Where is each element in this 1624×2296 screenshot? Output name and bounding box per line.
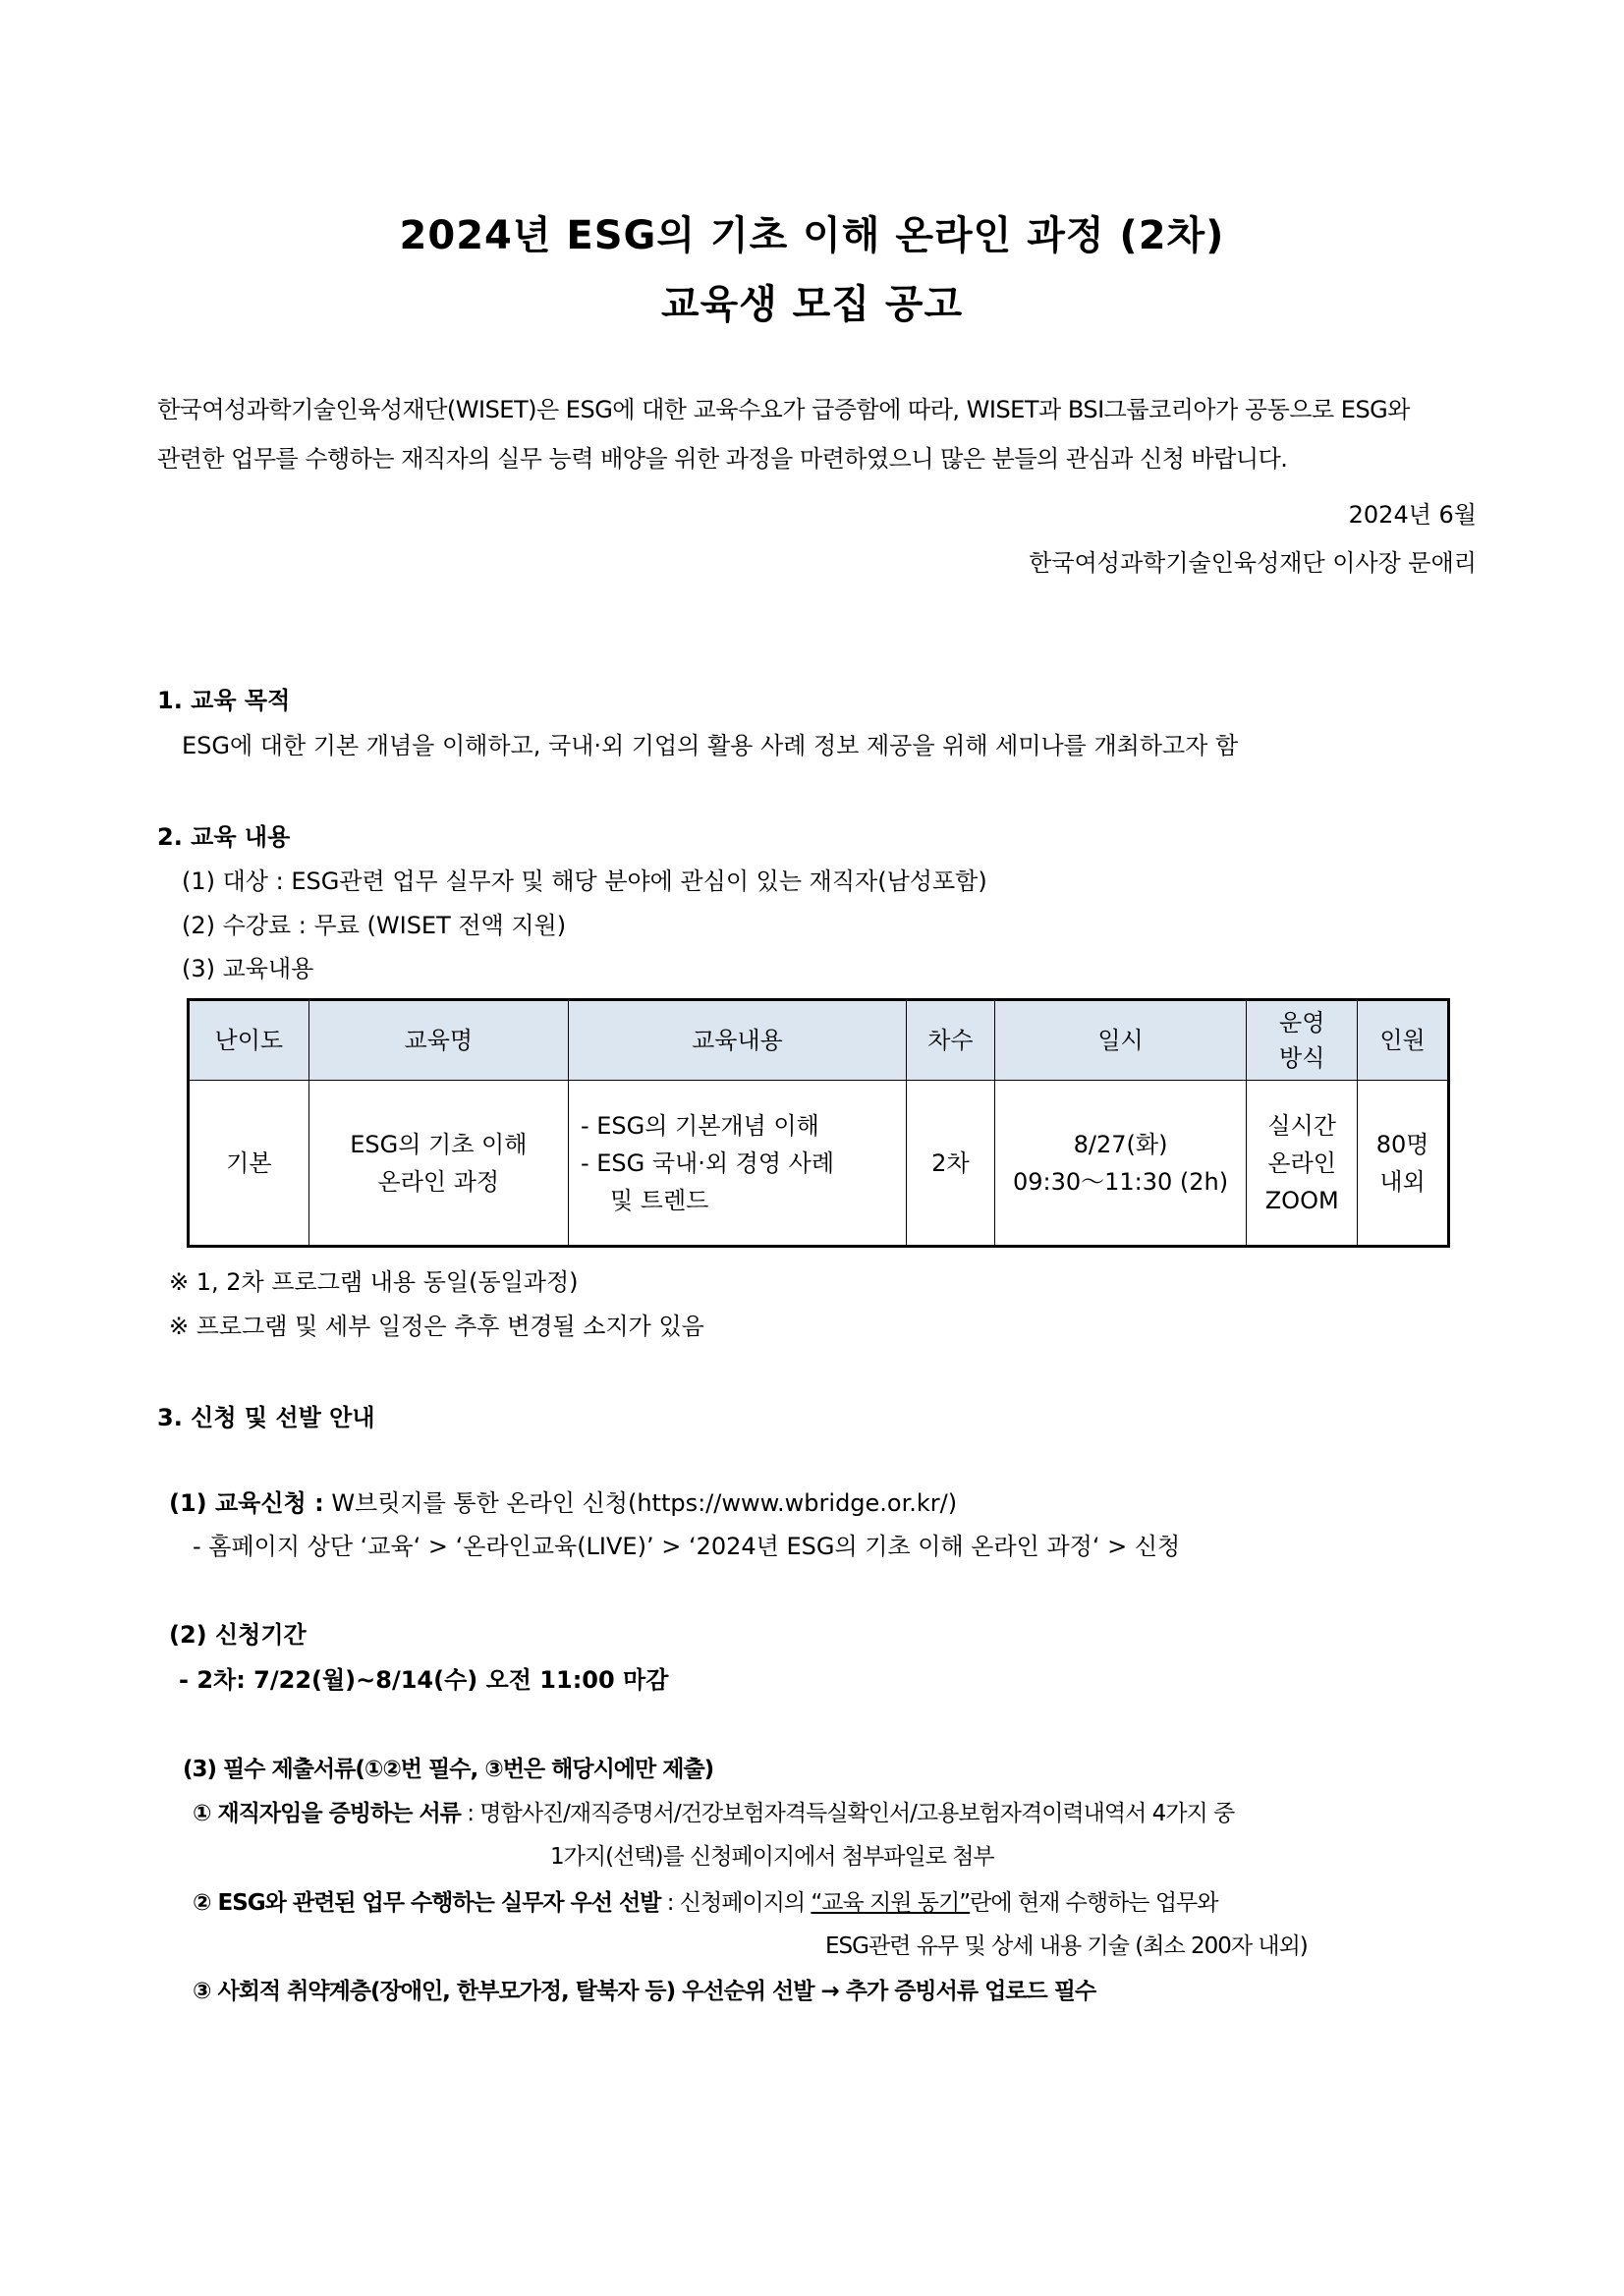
section-3-heading: 3. 신청 및 선발 안내 xyxy=(157,1404,375,1431)
section-1-heading: 1. 교육 목적 xyxy=(157,687,291,714)
doc-1-text-continued: 1가지(선택)를 신청페이지에서 첨부파일로 첨부 xyxy=(550,1844,994,1870)
apply-text: W브릿지를 통한 온라인 신청(https://www.wbridge.or.kr/) xyxy=(331,1489,958,1517)
doc-2-text-b: 란에 현재 수행하는 업무와 xyxy=(970,1890,1218,1916)
cell-line: 및 트렌드 xyxy=(609,1186,709,1214)
doc-1-label: ① 재직자임을 증빙하는 서류 xyxy=(193,1801,461,1826)
period-heading: (2) 신청기간 xyxy=(169,1621,307,1649)
section-2-item-target: (1) 대상 : ESG관련 업무 실무자 및 해당 분야에 관심이 있는 재직자(남성포함) xyxy=(182,868,987,895)
cell-line: ESG의 기초 이해 xyxy=(350,1130,528,1158)
doc-2-line xyxy=(193,1884,1218,1917)
docs-heading: (3) 필수 제출서류(①②번 필수, ③번은 해당시에만 제출) xyxy=(183,1757,714,1782)
cell-datetime xyxy=(994,1081,1246,1247)
header-method-line: 운영 xyxy=(1279,1009,1325,1036)
table-row xyxy=(189,1081,1449,1247)
cell-line: 온라인 과정 xyxy=(377,1167,500,1196)
cell-course-name xyxy=(308,1081,568,1247)
cell-line: ZOOM xyxy=(1264,1186,1339,1214)
intro-line: 관련한 업무를 수행하는 재직자의 실무 능력 배양을 위한 과정을 마련하였으니 많은 분들의 관심과 신청 바랍니다. xyxy=(157,445,1288,473)
doc-1-line xyxy=(193,1795,1234,1827)
header-course-content: 교육내용 xyxy=(568,1000,906,1081)
cell-method xyxy=(1247,1081,1358,1247)
header-method xyxy=(1247,1000,1358,1081)
header-level: 난이도 xyxy=(189,1000,309,1081)
page-title: 2024년 ESG의 기초 이해 온라인 과정 (2차) xyxy=(399,213,1225,258)
note-schedule-change: ※ 프로그램 및 세부 일정은 추후 변경될 소지가 있음 xyxy=(169,1313,704,1340)
announcement-date: 2024년 6월 xyxy=(1348,501,1477,529)
intro-line: 한국여성과학기술인육성재단(WISET)은 ESG에 대한 교육수요가 급증함에 따라, WISET과 BSI그룹코리아가 공동으로 ESG와 xyxy=(157,396,1410,423)
doc-3-line: ③ 사회적 취약계층(장애인, 한부모가정, 탈북자 등) 우선순위 선발 → 추가 증빙서류 업로드 필수 xyxy=(193,1979,1096,2004)
cell-line: - ESG 국내·외 경영 사례 xyxy=(580,1148,835,1177)
header-datetime: 일시 xyxy=(994,1000,1246,1081)
doc-2-text: : 신청페이지의 xyxy=(660,1890,812,1916)
header-round: 차수 xyxy=(907,1000,995,1081)
cell-level: 기본 xyxy=(189,1081,309,1247)
apply-line xyxy=(169,1484,957,1518)
period-text: - 2차: 7/22(월)~8/14(수) 오전 11:00 마감 xyxy=(179,1666,669,1694)
header-people: 인원 xyxy=(1358,1000,1449,1081)
signature: 한국여성과학기술인육성재단 이사장 문애리 xyxy=(1029,549,1477,577)
doc-2-label: ② ESG와 관련된 업무 수행하는 실무자 우선 선발 xyxy=(193,1890,661,1916)
cell-line: 80명 xyxy=(1375,1130,1429,1158)
cell-line: 내외 xyxy=(1379,1167,1426,1196)
section-2-item-fee: (2) 수강료 : 무료 (WISET 전액 지원) xyxy=(182,912,567,939)
doc-2-text-continued: ESG관련 유무 및 상세 내용 기술 (최소 200자 내외) xyxy=(825,1933,1308,1959)
header-method-line: 방식 xyxy=(1279,1044,1325,1072)
section-1-body: ESG에 대한 기본 개념을 이해하고, 국내·외 기업의 활용 사례 정보 제공을 위해 세미나를 개최하고자 함 xyxy=(182,732,1239,759)
header-course-name: 교육명 xyxy=(308,1000,568,1081)
cell-line: 온라인 xyxy=(1267,1148,1336,1177)
cell-round: 2차 xyxy=(907,1081,995,1247)
cell-line: - ESG의 기본개념 이해 xyxy=(580,1111,819,1140)
cell-course-content xyxy=(568,1081,906,1247)
cell-line: 8/27(화) xyxy=(1073,1130,1168,1158)
apply-path: - 홈페이지 상단 ‘교육‘ > ‘온라인교육(LIVE)’ > ‘2024년 ESG의 기초 이해 온라인 과정‘ > 신청 xyxy=(193,1533,1181,1560)
table-header-row xyxy=(189,1000,1449,1081)
intro-paragraph xyxy=(157,385,1479,483)
course-table xyxy=(187,998,1450,1248)
cell-people xyxy=(1358,1081,1449,1247)
section-2-heading: 2. 교육 내용 xyxy=(157,823,291,851)
apply-label: (1) 교육신청 : xyxy=(169,1489,324,1517)
page-subtitle: 교육생 모집 공고 xyxy=(660,282,964,327)
doc-1-text: : 명함사진/재직증명서/건강보험자격득실확인서/고용보험자격이력내역서 4가지 중 xyxy=(460,1801,1235,1826)
cell-line: 09:30～11:30 (2h) xyxy=(1012,1167,1229,1196)
section-2-item-content: (3) 교육내용 xyxy=(182,955,314,982)
doc-2-motivation-field: “교육 지원 동기” xyxy=(811,1890,971,1916)
note-same-program: ※ 1, 2차 프로그램 내용 동일(동일과정) xyxy=(169,1268,579,1296)
cell-line: 실시간 xyxy=(1267,1111,1336,1140)
